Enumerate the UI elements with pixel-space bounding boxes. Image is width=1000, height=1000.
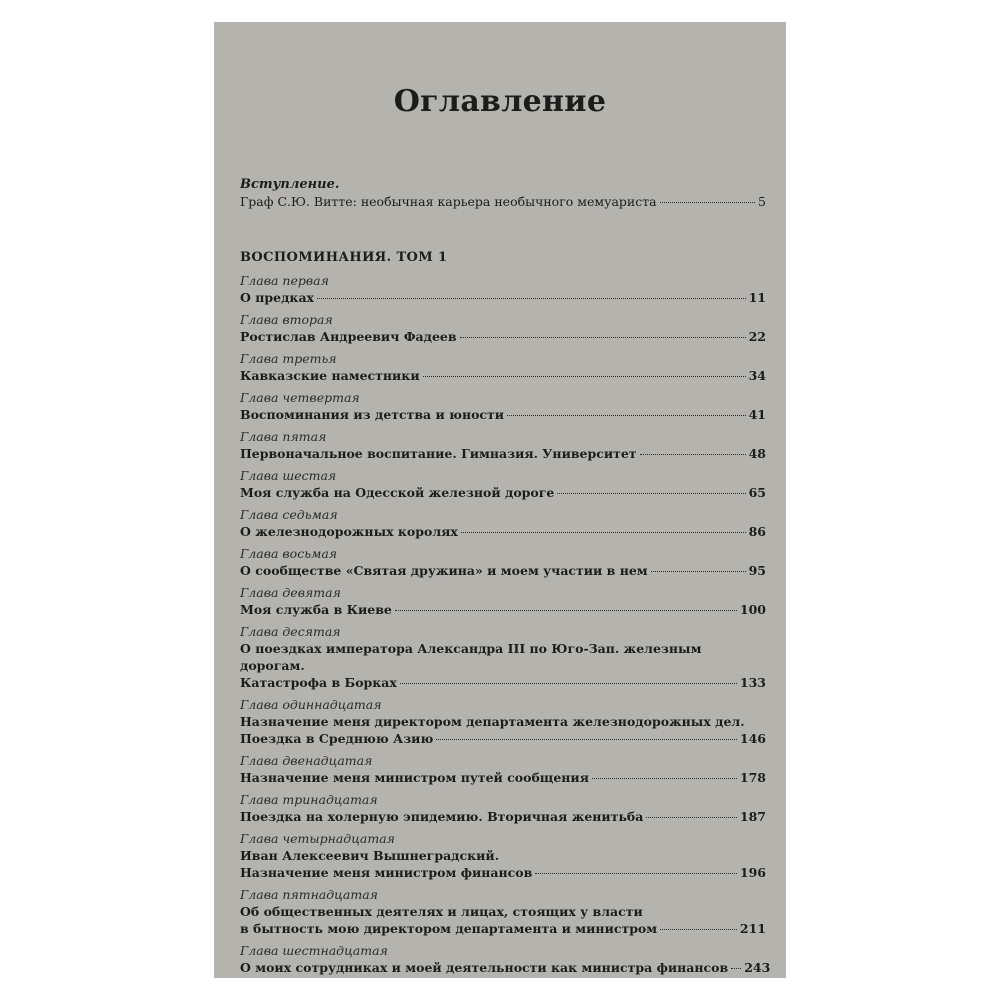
chapter-label: Глава первая: [240, 273, 329, 288]
chapter-title-row: [240, 445, 766, 462]
toc-entry: [240, 830, 766, 881]
chapter-title-row: [240, 484, 766, 501]
toc-entry: [240, 752, 766, 786]
dot-leader: [660, 929, 737, 930]
dot-leader: [461, 532, 746, 533]
intro-line: [240, 193, 766, 210]
dot-leader: [436, 739, 737, 740]
page-number: 243: [744, 960, 771, 975]
chapter-title-row: [240, 808, 766, 825]
chapter-title: О железнодорожных королях: [240, 524, 458, 539]
page-number: 41: [748, 407, 766, 422]
section-heading: ВОСПОМИНАНИЯ. ТОМ 1: [240, 250, 448, 265]
chapter-title-line: Иван Алексеевич Вышнеградский.: [240, 848, 500, 863]
chapter-title: Первоначальное воспитание. Гимназия. Университет: [240, 446, 637, 461]
toc-entry: [240, 545, 766, 579]
chapter-title: Назначение меня министром финансов: [240, 865, 533, 880]
chapter-title: в бытность мою директором департамента и министром: [240, 921, 658, 936]
dot-leader: [535, 873, 737, 874]
chapter-label: Глава вторая: [240, 312, 333, 327]
toc-entry: [240, 886, 766, 937]
toc-entry: [240, 389, 766, 423]
chapter-label: Глава пятнадцатая: [240, 887, 378, 902]
chapter-label: Глава двенадцатая: [240, 753, 373, 768]
chapter-title: О моих сотрудниках и моей деятельности как министра финансов: [240, 960, 729, 975]
chapter-title-row: [240, 864, 766, 881]
toc-entry: [240, 506, 766, 540]
toc-entry: [240, 311, 766, 345]
chapter-title: Моя служба в Киеве: [240, 602, 392, 617]
chapter-title-row: [240, 562, 766, 579]
dot-leader: [423, 376, 746, 377]
chapter-title: Поездка в Среднюю Азию: [240, 731, 434, 746]
dot-leader: [317, 298, 746, 299]
chapter-title-row: [240, 601, 766, 618]
book-page: [214, 22, 786, 978]
dot-leader: [731, 968, 741, 969]
dot-leader: [507, 415, 746, 416]
toc-entry: [240, 584, 766, 618]
page-number: 34: [748, 368, 766, 383]
chapter-title-row: [240, 328, 766, 345]
toc-entry: [240, 428, 766, 462]
toc-entry: [240, 696, 766, 747]
intro-entry: [240, 176, 766, 210]
chapter-title-row: [240, 920, 766, 937]
chapter-title-row: [240, 367, 766, 384]
chapter-label: Глава четвертая: [240, 390, 360, 405]
toc-entry: [240, 791, 766, 825]
dot-leader: [400, 683, 737, 684]
page-number: 11: [748, 290, 766, 305]
page-title: Оглавление: [393, 84, 607, 119]
page-number: 86: [748, 524, 766, 539]
chapter-title-row: [240, 406, 766, 423]
chapter-label: Глава шестнадцатая: [240, 943, 388, 958]
chapter-title-row: [240, 769, 766, 786]
chapter-label: Глава одиннадцатая: [240, 697, 382, 712]
chapter-title: Воспоминания из детства и юности: [240, 407, 505, 422]
page-number: 211: [739, 921, 766, 936]
page-number: 146: [739, 731, 766, 746]
chapter-title-row: [240, 674, 766, 691]
page-number: 187: [739, 809, 766, 824]
toc-entry: [240, 942, 771, 976]
dot-leader: [395, 610, 737, 611]
dot-leader: [592, 778, 737, 779]
page-number: 133: [739, 675, 766, 690]
chapter-label: Глава девятая: [240, 585, 341, 600]
chapter-label: Глава десятая: [240, 624, 341, 639]
chapter-label: Глава седьмая: [240, 507, 338, 522]
dot-leader: [651, 571, 746, 572]
chapter-title: Моя служба на Одесской железной дороге: [240, 485, 555, 500]
intro-text: Граф С.Ю. Витте: необычная карьера необычного мемуариста: [240, 194, 657, 209]
chapter-title: Ростислав Андреевич Фадеев: [240, 329, 457, 344]
chapter-title-line: Назначение меня директором департамента железнодорожных дел.: [240, 714, 745, 729]
chapter-title-row: [240, 289, 766, 306]
dot-leader: [557, 493, 745, 494]
toc-entry: [240, 623, 766, 691]
page-number: 48: [748, 446, 766, 461]
chapter-title: О сообществе «Святая дружина» и моем участии в нем: [240, 563, 648, 578]
page-number: 95: [748, 563, 766, 578]
chapter-title-row: [240, 523, 766, 540]
page-number: 65: [748, 485, 766, 500]
page-number: 196: [739, 865, 766, 880]
chapter-title: Поездка на холерную эпидемию. Вторичная женитьба: [240, 809, 644, 824]
intro-label: Вступление.: [240, 177, 340, 192]
chapter-title-row: [240, 730, 766, 747]
chapter-label: Глава четырнадцатая: [240, 831, 395, 846]
chapter-title: Назначение меня министром путей сообщения: [240, 770, 589, 785]
dot-leader: [460, 337, 746, 338]
intro-page-number: 5: [758, 194, 766, 209]
dot-leader: [646, 817, 737, 818]
chapter-label: Глава шестая: [240, 468, 337, 483]
chapter-title-row: [240, 959, 771, 976]
chapter-title-line: О поездках императора Александра III по Юго-Зап. железным дорогам.: [240, 641, 702, 673]
chapter-label: Глава тринадцатая: [240, 792, 378, 807]
chapter-title: Кавказские наместники: [240, 368, 420, 383]
chapter-label: Глава пятая: [240, 429, 327, 444]
chapter-title-line: Об общественных деятелях и лицах, стоящих у власти: [240, 904, 643, 919]
toc-entry: [240, 467, 766, 501]
chapter-label: Глава третья: [240, 351, 337, 366]
page-number: 22: [748, 329, 766, 344]
dot-leader: [660, 202, 755, 203]
toc-entry: [240, 350, 766, 384]
chapter-title: О предках: [240, 290, 314, 305]
page-number: 100: [739, 602, 766, 617]
chapter-title: Катастрофа в Борках: [240, 675, 397, 690]
page-number: 178: [739, 770, 766, 785]
toc-entry: [240, 272, 766, 306]
chapter-label: Глава восьмая: [240, 546, 338, 561]
dot-leader: [640, 454, 746, 455]
chapter-list: [240, 272, 771, 981]
